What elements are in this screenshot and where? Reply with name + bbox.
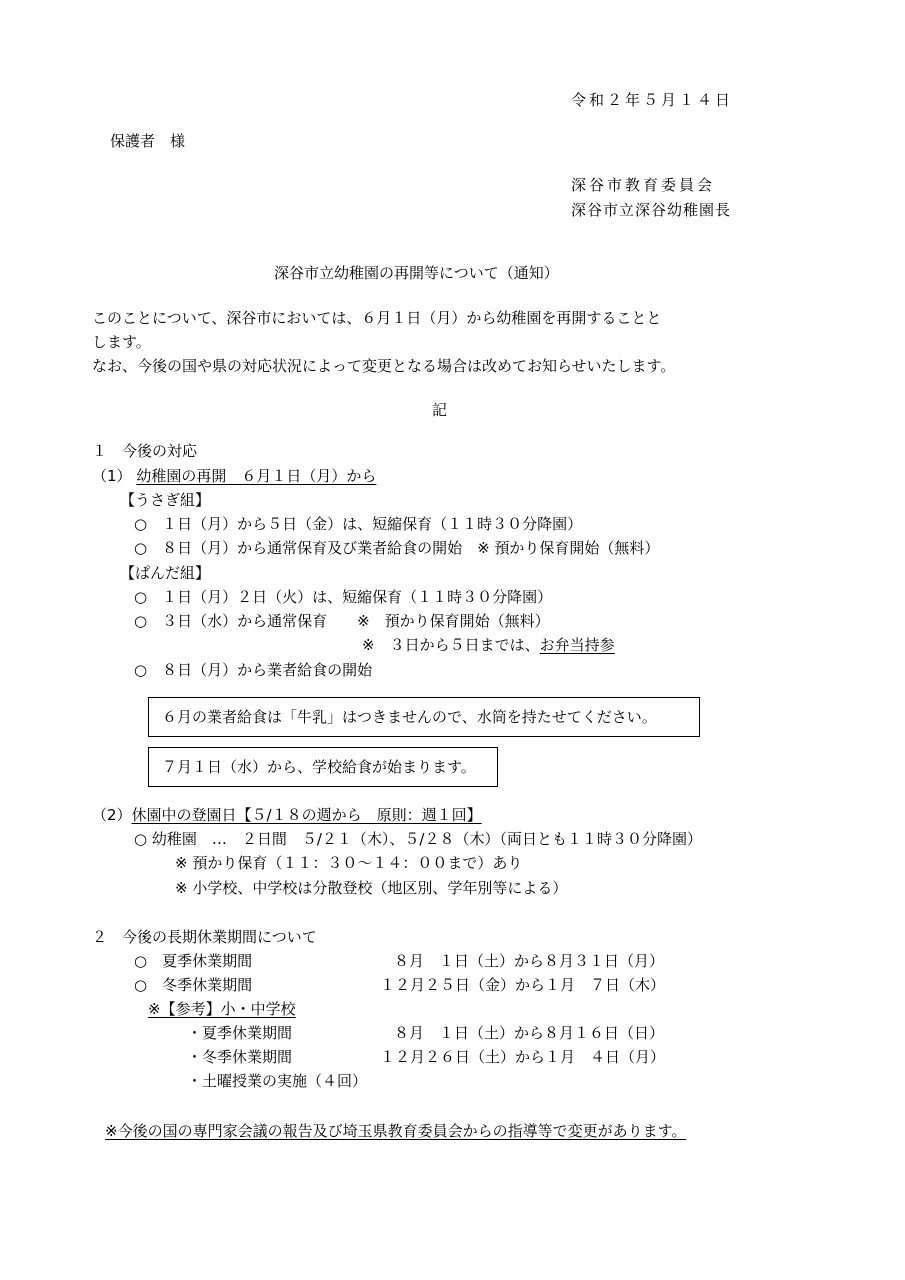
reference-summer-label: ・夏季休業期間 xyxy=(187,1024,293,1042)
school-attendance-note: ※ 小学校、中学校は分散登校（地区別、学年別等による） xyxy=(175,879,568,897)
ki-heading: 記 xyxy=(432,401,448,419)
notice-box-school-lunch xyxy=(148,747,498,787)
document-date: 令和２年５月１４日 xyxy=(571,91,734,109)
usagi-label: 【うさぎ組】 xyxy=(120,491,211,509)
usagi-item-1: ○ １日（月）から５日（金）は、短縮保育（１１時３０分降園） xyxy=(134,515,583,533)
bento-note: お弁当持参 xyxy=(539,636,615,654)
body-paragraph-2: なお、今後の国や県の対応状況によって変更となる場合は改めてお知らせいたします。 xyxy=(92,357,676,375)
subsection-1-1 xyxy=(92,466,376,486)
usagi-item-2: ○ ８日（月）から通常保育及び業者給食の開始 ※ 預かり保育開始（無料） xyxy=(134,539,660,557)
winter-break-dates: １２月２５日（金）から１月 ７日（木） xyxy=(380,976,666,994)
subsection-1-2 xyxy=(92,805,482,825)
summer-break-label: ○ 夏季休業期間 xyxy=(134,952,253,970)
document-title: 深谷市立幼稚園の再開等について（通知） xyxy=(274,264,559,282)
subsection-1-2-number: （2） xyxy=(92,806,132,824)
section-2-heading: ２ 今後の長期休業期間について xyxy=(92,928,317,946)
panda-note xyxy=(362,635,615,655)
attendance-day-item: ○ 幼稚園 … ２日間 ５/２１（木）、５/２８（木）（両日とも１１時３０分降園） xyxy=(134,830,702,848)
subsection-1-1-number: （1） xyxy=(92,467,132,485)
reference-summer-dates: ８月 １日（土）から８月１６日（日） xyxy=(394,1024,665,1042)
footer-note: ※今後の国の専門家会議の報告及び埼玉県教育委員会からの指導等で変更があります。 xyxy=(105,1122,687,1140)
section-1-heading: １ 今後の対応 xyxy=(92,442,198,460)
sender-principal: 深谷市立深谷幼稚園長 xyxy=(571,201,732,219)
body-paragraph-1-line-1: このことについて、深谷市においては、６月１日（月）から幼稚園を再開することと xyxy=(92,309,662,327)
panda-note-text: ※ ３日から５日までは、 xyxy=(362,636,540,654)
reference-saturday-classes: ・土曜授業の実施（４回） xyxy=(187,1072,368,1090)
subsection-1-1-title: 幼稚園の再開 ６月１日（月）から xyxy=(136,467,377,485)
reference-title: ※【参考】小・中学校 xyxy=(148,1000,296,1018)
panda-item-3: ○ ８日（月）から業者給食の開始 xyxy=(134,661,373,679)
body-paragraph-1-line-2: します。 xyxy=(92,333,151,351)
panda-label: 【ぱんだ組】 xyxy=(120,564,211,582)
subsection-1-2-title: 休園中の登園日【５/１８の週から 原則：週１回】 xyxy=(131,806,482,824)
reference-winter-dates: １２月２６日（土）から１月 ４日（月） xyxy=(380,1048,666,1066)
notice-box-milk xyxy=(148,697,700,737)
notice-box-milk-text: ６月の業者給食は「牛乳」はつきませんので、水筒を持たせてください。 xyxy=(162,708,657,726)
childcare-note: ※ 預かり保育（１１：３０～１４：００まで）あり xyxy=(175,854,523,872)
panda-item-2: ○ ３日（水）から通常保育 ※ 預かり保育開始（無料） xyxy=(134,612,550,630)
panda-item-1: ○ １日（月）２日（火）は、短縮保育（１１時３０分降園） xyxy=(134,588,553,606)
winter-break-label: ○ 冬季休業期間 xyxy=(134,976,253,994)
sender-board: 深谷市教育委員会 xyxy=(571,176,716,194)
summer-break-dates: ８月 １日（土）から８月３１日（月） xyxy=(394,952,665,970)
recipient: 保護者 様 xyxy=(110,132,186,150)
reference-winter-label: ・冬季休業期間 xyxy=(187,1048,293,1066)
notice-box-school-lunch-text: ７月１日（水）から、学校給食が始まります。 xyxy=(162,758,476,776)
